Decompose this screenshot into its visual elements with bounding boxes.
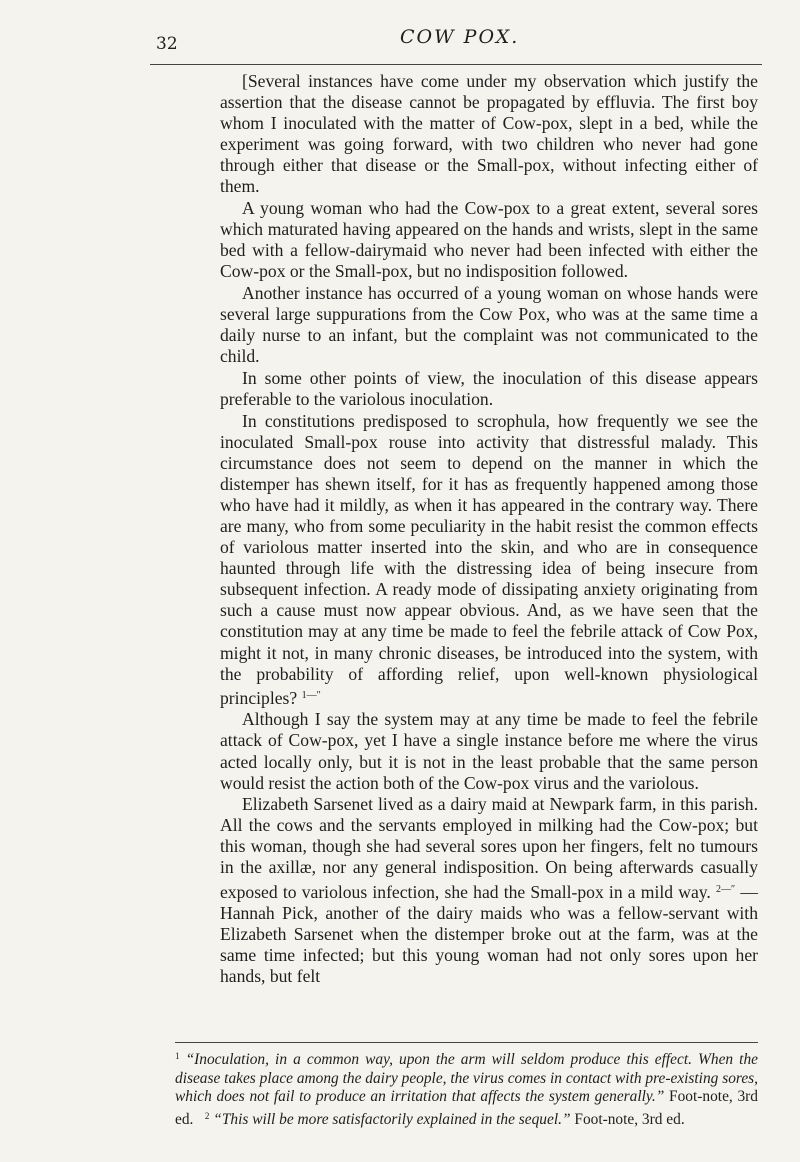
- paragraph: [220, 794, 758, 987]
- paragraph: Another instance has occurred of a young woman on whose hands were several large suppurations from the Cow Pox, who was at the same time a daily nurse to an infant, but the complaint was not communicated to the child.: [220, 282, 758, 367]
- paragraph: [220, 411, 758, 709]
- footnote-ref-1: 1—″: [301, 689, 321, 701]
- paragraph-text: —Hannah Pick, another of the dairy maids who was a fellow-servant with Elizabeth Sarsenet when the distemper broke out at the farm, was at the same time infected; but this young woman had not only sores upon her hands, but felt: [220, 881, 758, 986]
- page-number: 32: [156, 34, 178, 54]
- footnotes: [175, 1047, 758, 1129]
- paragraph: In some other points of view, the inoculation of this disease appears preferable to the variolous inoculation.: [220, 367, 758, 409]
- paragraph: Although I say the system may at any time be made to feel the febrile attack of Cow-pox, yet I have a single instance before me where the virus acted locally only, but it is not in the least probable that the same person would resist the action both of the Cow-pox virus and the variolous.: [220, 709, 758, 793]
- footnote-marker: 1: [175, 1051, 180, 1061]
- paragraph: A young woman who had the Cow-pox to a great extent, several sores which maturated having appeared on the hands and wrists, slept in the same bed with a fellow-dairymaid who never had been infected with either the Cow-pox or the Small-pox, but no indisposition followed.: [220, 198, 758, 282]
- footnote-ref-2: 2—″: [716, 883, 736, 895]
- header-rule: [150, 64, 762, 65]
- footnote-source: Foot-note, 3rd ed.: [574, 1110, 685, 1128]
- paragraph-text: In constitutions predisposed to scrophula, how frequently we see the inoculated Small-pox rouse into activity that distressful malady. This circumstance does not seem to depend on the manner in which the distemper has shewn itself, for it has as frequently happened among those who have had it mildly, as when it has appeared in the contrary way. There are many, who from some peculiarity in the habit resist the common effects of variolous matter inserted into the skin, and who are in consequence haunted through life with the distressing idea of being insecure from subsequent infection. A ready mode of dissipating anxiety originating from such a cause must now appear obvious. And, as we have seen that the constitution may at any time be made to feel the febrile attack of Cow Pox, might it not, in many chronic diseases, be introduced into the system, with the probability of affording relief, upon well-known physiological principles?: [220, 410, 758, 708]
- footnote-marker: 2: [204, 1110, 210, 1121]
- footnote-rule: [175, 1042, 758, 1043]
- paragraph-text: Elizabeth Sarsenet lived as a dairy maid at Newpark farm, in this parish. All the cows and the servants employed in milking had the Cow-pox; but this woman, though she had several sores upon her fingers, felt no tumours in the axillæ, nor any general indisposition. On being afterwards casually exposed to variolous infection, she had the Small-pox in a mild way.: [220, 794, 758, 902]
- footnote-source: Foot-note, 3rd ed.: [175, 1088, 758, 1128]
- running-head: COW POX.: [400, 26, 520, 48]
- paragraph: [Several instances have come under my observation which justify the assertion that the disease cannot be propagated by effluvia. The first boy whom I inoculated with the matter of Cow-pox, slept in a bed, while the experiment was going forward, with two children who never had gone through either that disease or the Small-pox, without infecting either of them.: [220, 71, 758, 197]
- footnote-text: “This will be more satisfactorily explained in the sequel.”: [213, 1110, 571, 1128]
- footnote-text: “Inoculation, in a common way, upon the arm will seldom produce this effect. When the disease takes place among the dairy people, the virus comes in contact with pre-existing sores, which does not fail to produce an irritation that affects the system generally.”: [175, 1051, 758, 1105]
- body-text: [220, 71, 758, 987]
